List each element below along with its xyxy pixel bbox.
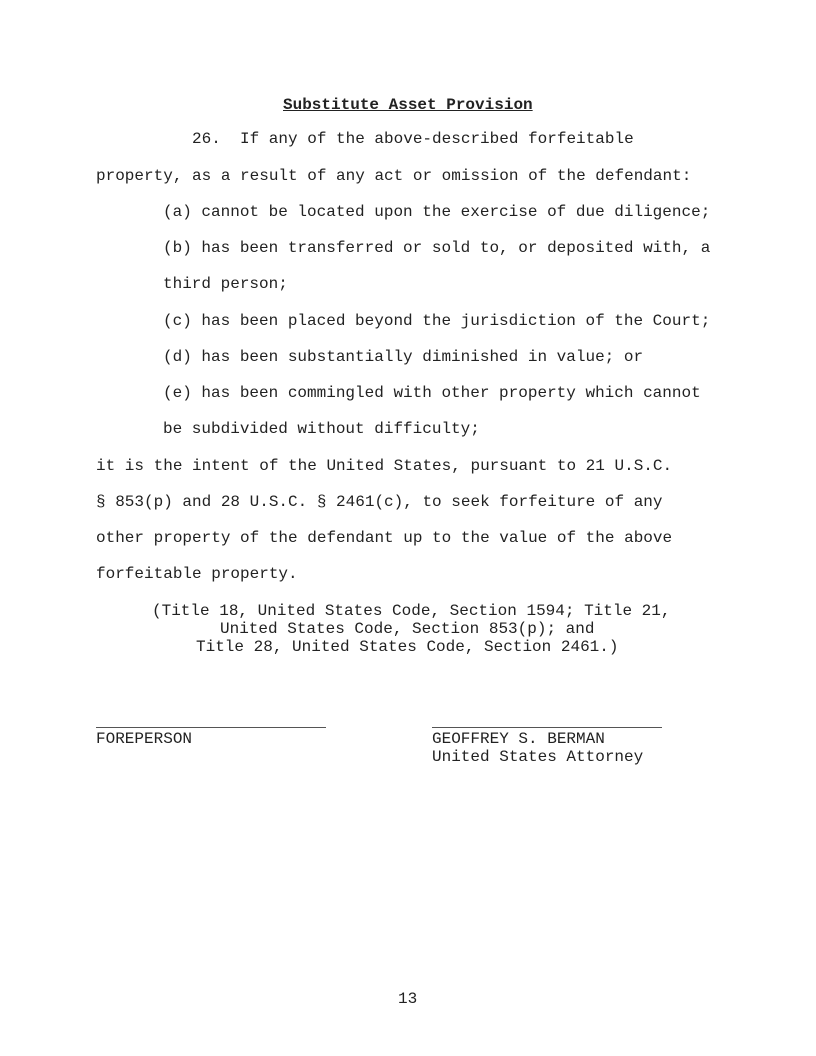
citation-line-3: Title 28, United States Code, Section 2461.) [196, 638, 619, 656]
citation-line-2: United States Code, Section 853(p); and [220, 620, 595, 638]
attorney-title: United States Attorney [432, 748, 644, 766]
condition-a: (a) cannot be located upon the exercise of due diligence; [163, 203, 711, 221]
condition-e-line-1: (e) has been commingled with other property which cannot [163, 384, 701, 402]
condition-c: (c) has been placed beyond the jurisdiction of the Court; [163, 312, 711, 330]
conclusion-line-3: other property of the defendant up to the value of the above [96, 529, 673, 547]
condition-d: (d) has been substantially diminished in value; or [163, 348, 644, 366]
conclusion-line-1: it is the intent of the United States, pursuant to 21 U.S.C. [96, 457, 673, 475]
condition-b-line-1: (b) has been transferred or sold to, or deposited with, a [163, 239, 711, 257]
page-number: 13 [398, 990, 418, 1008]
attorney-name: GEOFFREY S. BERMAN [432, 730, 605, 748]
paragraph-number: 26. [192, 130, 221, 148]
attorney-signature-line [432, 727, 662, 728]
citation-line-1: (Title 18, United States Code, Section 1594; Title 21, [152, 602, 671, 620]
foreperson-label: FOREPERSON [96, 730, 193, 748]
paragraph-intro-line-2: property, as a result of any act or omission of the defendant: [96, 167, 692, 185]
conclusion-line-4: forfeitable property. [96, 565, 298, 583]
condition-b-line-2: third person; [163, 275, 288, 293]
conclusion-line-2: § 853(p) and 28 U.S.C. § 2461(c), to seek forfeiture of any [96, 493, 663, 511]
paragraph-intro-line-1: If any of the above-described forfeitable [240, 130, 634, 148]
foreperson-signature-line [96, 727, 326, 728]
condition-e-line-2: be subdivided without difficulty; [163, 420, 480, 438]
section-heading: Substitute Asset Provision [283, 96, 533, 114]
